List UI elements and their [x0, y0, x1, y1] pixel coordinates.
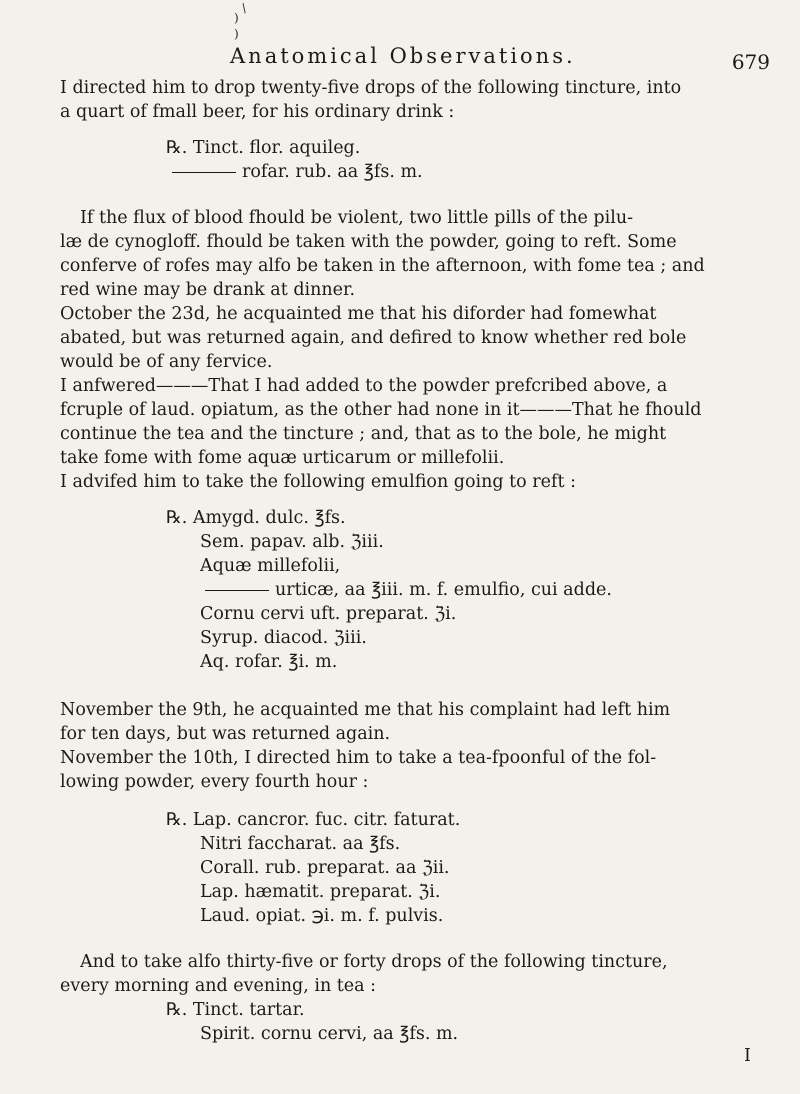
- text-line: every morning and evening, in tea :: [60, 976, 377, 996]
- prescription-line: Aq. rofar. ℥i. m.: [200, 652, 338, 672]
- text-line: And to take alfo thirty-five or forty drops of the following tincture,: [80, 952, 668, 972]
- running-header: [50, 44, 770, 74]
- prescription-line: ℞. Amygd. dulc. ℥fs.: [166, 508, 346, 528]
- prescription-line: Laud. opiat. ℈i. m. f. pulvis.: [200, 906, 444, 926]
- text-line: November the 9th, he acquainted me that his complaint had left him: [60, 700, 671, 720]
- prescription-line: Nitri faccharat. aa ℥fs.: [200, 834, 401, 854]
- text-line: continue the tea and the tincture ; and, that as to the bole, he might: [60, 424, 667, 444]
- prescription-line: ℞. Tinct. flor. aquileg.: [166, 138, 361, 158]
- prescription-line: Sem. papav. alb. ℨiii.: [200, 532, 384, 552]
- text-line: take fome with fome aquæ urticarum or millefolii.: [60, 448, 505, 468]
- text-line: conferve of rofes may alfo be taken in the afternoon, with fome tea ; and: [60, 256, 705, 276]
- prescription-line: [172, 160, 423, 184]
- text-line: If the flux of blood fhould be violent, two little pills of the pilu-: [80, 208, 634, 228]
- text-line: I directed him to drop twenty-five drops of the following tincture, into: [60, 78, 682, 98]
- text-line: for ten days, but was returned again.: [60, 724, 391, 744]
- prescription-line: ℞. Lap. cancror. fuc. citr. faturat.: [166, 810, 461, 830]
- ditto-dash: [205, 590, 269, 591]
- text-line: red wine may be drank at dinner.: [60, 280, 356, 300]
- prescription-line: Corall. rub. preparat. aa ℨii.: [200, 858, 450, 878]
- text-line: I advifed him to take the following emulfion going to reft :: [60, 472, 576, 492]
- text-line: would be of any fervice.: [60, 352, 273, 372]
- prescription-line: [205, 578, 612, 602]
- prescription-line: Syrup. diacod. ℨiii.: [200, 628, 367, 648]
- prescription-text: urticæ, aa ℥iii. m. f. emulfio, cui adde.: [275, 580, 612, 600]
- text-line: a quart of fmall beer, for his ordinary drink :: [60, 102, 455, 122]
- text-line: I anfwered———That I had added to the powder prefcribed above, a: [60, 376, 668, 396]
- prescription-text: rofar. rub. aa ℥fs. m.: [242, 162, 423, 182]
- book-page: / ) ) Anatomical Observations. 679 I directed him to drop twenty-five drops of the following tincture, into a quart of fmall beer, for his ordinary drink : ℞. Tinct. flor. aquileg. rofar. rub. aa ℥fs. m. If the flux of blood fhould be violent, two little pills of the pilu- læ de cynogloff. fhould be taken with the powder, going to reft. Some conferve of rofes may alfo be taken in the afternoon, with fome tea ; and red wine may be drank at dinner. October the 23d, he acquainted me that his diforder had fomewhat abated, but was returned again, and defired to know whether red bole would be of any fervice. I anfwered———That I had added to the powder prefcribed above, a fcruple of laud. opiatum, as the other had none in it———That he fhould continue the tea and the tincture ; and, that as to the bole, he might take fome with fome aquæ urticarum or millefolii. I advifed him to take the following emulfion going to reft : ℞. Amygd. dulc. ℥fs. Sem. papav. alb. ℨiii. Aquæ millefolii, urticæ, aa ℥iii. m. f. emulfio, cui adde. Cornu cervi uft. preparat. ℨi. Syrup. diacod. ℨiii. Aq. rofar. ℥i. m. November the 9th, he acquainted me that his complaint had left him for ten days, but was returned again. November the 10th, I directed him to take a tea-fpoonful of the fol- lowing powder, every fourth hour : ℞. Lap. cancror. fuc. citr. faturat. Nitri faccharat. aa ℥fs. Corall. rub. preparat. aa ℨii. Lap. hæmatit. preparat. ℨi. Laud. opiat. ℈i. m. f. pulvis. And to take alfo thirty-five or forty drops of the following tincture, every morning and evening, in tea : ℞. Tinct. tartar. Spirit. cornu cervi, aa ℥fs. m. I: [0, 0, 800, 1094]
- header-title: Anatomical Observations.: [230, 44, 576, 68]
- prescription-line: Cornu cervi uft. preparat. ℨi.: [200, 604, 457, 624]
- page-number: 679: [731, 50, 770, 74]
- text-line: abated, but was returned again, and defired to know whether red bole: [60, 328, 687, 348]
- catchword: I: [744, 1046, 751, 1066]
- prescription-line: Spirit. cornu cervi, aa ℥fs. m.: [200, 1024, 459, 1044]
- text-line: lowing powder, every fourth hour :: [60, 772, 369, 792]
- prescription-line: Aquæ millefolii,: [200, 556, 341, 576]
- text-line: fcruple of laud. opiatum, as the other had none in it———That he fhould: [60, 400, 702, 420]
- ditto-dash: [172, 172, 236, 173]
- text-line: October the 23d, he acquainted me that his diforder had fomewhat: [60, 304, 657, 324]
- text-line: November the 10th, I directed him to take a tea-fpoonful of the fol-: [60, 748, 657, 768]
- text-line: læ de cynogloff. fhould be taken with the powder, going to reft. Some: [60, 232, 677, 252]
- prescription-line: ℞. Tinct. tartar.: [166, 1000, 305, 1020]
- prescription-line: Lap. hæmatit. preparat. ℨi.: [200, 882, 441, 902]
